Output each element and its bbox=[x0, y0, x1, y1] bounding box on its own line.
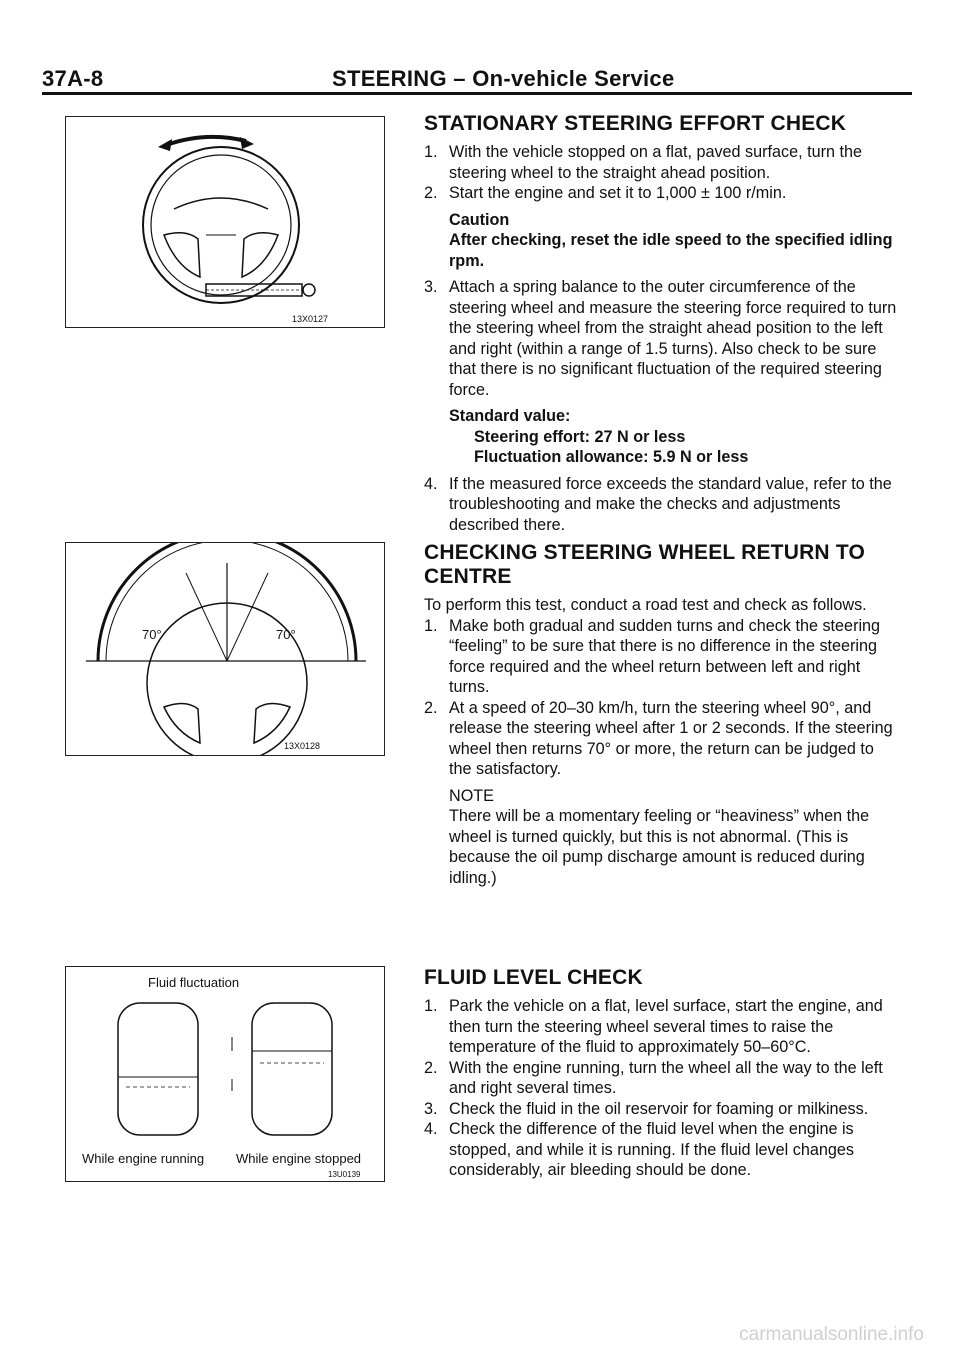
standard-fluctuation: Fluctuation allowance: 5.9 N or less bbox=[474, 448, 749, 466]
figure-code: 13X0127 bbox=[292, 314, 329, 324]
standard-value-block bbox=[424, 406, 898, 468]
caution-title: Caution bbox=[449, 210, 510, 229]
standard-steering-effort: Steering effort: 27 N or less bbox=[474, 427, 686, 446]
list-item: 1. With the vehicle stopped on a flat, paved surface, turn the steering wheel to the straight ahead position. bbox=[424, 143, 863, 182]
fluid-fluctuation-title: Fluid fluctuation bbox=[148, 975, 240, 990]
caution-text: After checking, reset the idle speed to the specified idling rpm. bbox=[449, 231, 893, 270]
list-item: 2. Start the engine and set it to 1,000 ± 100 r/min. bbox=[424, 184, 787, 202]
list-item: 2. With the engine running, turn the wheel all the way to the left and right several times. bbox=[424, 1058, 883, 1097]
list-item: 4. If the measured force exceeds the standard value, refer to the troubleshooting and make the checks and adjustments described there. bbox=[424, 474, 892, 534]
list-item: 4. Check the difference of the fluid level when the engine is stopped, and while it is running. If the fluid level changes considerably, air bleeding should be done. bbox=[424, 1120, 854, 1179]
section-heading: STATIONARY STEERING EFFORT CHECK bbox=[424, 112, 847, 135]
page-header bbox=[42, 66, 675, 92]
standard-value-title: Standard value: bbox=[449, 407, 571, 425]
angle-left-label: 70° bbox=[142, 627, 162, 642]
list-item: 2. At a speed of 20–30 km/h, turn the steering wheel 90°, and release the steering wheel after 1 or 2 seconds. If the steering wheel then returns 70° or more, the return can be judged to the satisfactory. bbox=[424, 698, 893, 778]
angle-right-label: 70° bbox=[276, 627, 296, 642]
header-rule bbox=[42, 92, 912, 95]
section-intro: To perform this test, conduct a road test and check as follows. bbox=[424, 596, 867, 614]
section-stationary-effort bbox=[424, 112, 898, 535]
note-text: There will be a momentary feeling or “heaviness” when the wheel is turned quickly, but this is not abnormal. (This is because the oil pump discharge amount is reduced during idling.) bbox=[449, 807, 870, 887]
page-title: STEERING – On-vehicle Service bbox=[332, 66, 675, 91]
note-block bbox=[424, 786, 898, 889]
caution-block bbox=[424, 210, 898, 272]
figure-code: 13U0139 bbox=[328, 1170, 361, 1179]
reservoir-fluid-level-illustration bbox=[66, 967, 384, 1181]
figure-return-angle bbox=[65, 542, 385, 756]
section-heading: FLUID LEVEL CHECK bbox=[424, 966, 643, 989]
section-fluid-level bbox=[424, 966, 898, 1181]
site-watermark: carmanualsonline.info bbox=[739, 1324, 924, 1345]
note-title: NOTE bbox=[449, 786, 494, 805]
page-number: 37A-8 bbox=[42, 66, 104, 91]
figure-code: 13X0128 bbox=[284, 741, 321, 751]
figure-spring-balance bbox=[65, 116, 385, 328]
label-engine-stopped: While engine stopped bbox=[236, 1151, 362, 1166]
figure-fluid-fluctuation bbox=[65, 966, 385, 1182]
steering-wheel-return-angle-illustration bbox=[66, 543, 384, 755]
section-wheel-return bbox=[424, 541, 898, 894]
list-item: 1. Park the vehicle on a flat, level surface, start the engine, and then turn the steering wheel several times to raise the temperature of the fluid to approximately 50–60°C. bbox=[424, 997, 883, 1056]
steering-wheel-spring-balance-illustration bbox=[66, 117, 384, 327]
section-heading: CHECKING STEERING WHEEL RETURN TO CENTRE bbox=[424, 541, 866, 588]
list-item: 3. Attach a spring balance to the outer circumference of the steering wheel and measure the steering force required to turn the steering wheel from the straight ahead position to the left and right (within a range of 1.5 turns). Also check to be sure that there is no significant fluctuation of the required steering force. bbox=[424, 278, 897, 399]
list-item: 3. Check the fluid in the oil reservoir for foaming or milkiness. bbox=[424, 1099, 869, 1118]
list-item: 1. Make both gradual and sudden turns and check the steering “feeling” to be sure that there is no difference in the steering force required and the wheel return between left and right turns. bbox=[424, 616, 881, 696]
label-engine-running: While engine running bbox=[82, 1151, 205, 1166]
